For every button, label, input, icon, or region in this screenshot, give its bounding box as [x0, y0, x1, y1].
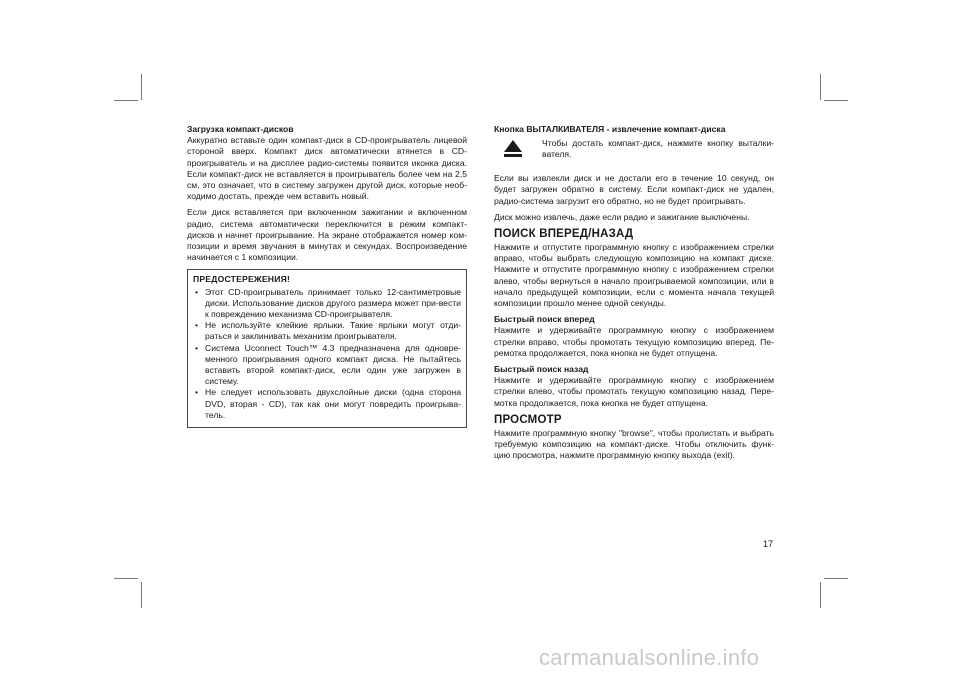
rewind-title: Быстрый поиск назад — [494, 364, 589, 375]
fast-forward-title: Быстрый поиск вперед — [494, 314, 595, 325]
crop-mark — [820, 74, 821, 100]
warning-item — [193, 320, 461, 342]
watermark: carmanualsonline.info — [539, 645, 760, 670]
bullet: • — [195, 320, 199, 331]
warning-item — [193, 287, 461, 321]
eject-icon — [494, 138, 538, 166]
crop-mark — [820, 582, 821, 608]
browse-paragraph: Нажмите программную кнопку "browse", чтобы пролистать и выбрать требуемую композицию на компакт-диске. Чтобы отключить функ-цию просмотра, нажмите программную кнопку выхода (exit). — [494, 427, 774, 461]
warning-box — [187, 269, 467, 428]
eject-row — [494, 138, 774, 166]
warning-title: ПРЕДОСТЕРЕЖЕНИЯ! — [193, 274, 291, 285]
warning-item — [193, 343, 461, 388]
fast-forward-paragraph: Нажмите и удерживайте программную кнопку с изображением стрелки вправо, чтобы промотать текущую композицию вперед. Пе-ремотка продолжается, пока кнопка не будет отпущена. — [494, 325, 774, 358]
warning-list — [193, 287, 461, 421]
page-number: 17 — [763, 539, 774, 549]
left-column — [187, 124, 467, 428]
eject-paragraph-1: Если вы извлекли диск и не достали его в течение 10 секунд, он будет загружен обратно в систему. Если компакт-диск не удален, радио-система загрузит его обратно, но не будет проигрывать. — [494, 173, 774, 206]
eject-paragraph-2: Диск можно извлечь, даже если радио и зажигание выключены. — [494, 211, 750, 222]
warning-item — [193, 387, 461, 421]
load-paragraph-1: Аккуратно вставьте один компакт-диск в CD-проигрыватель лицевой стороной вверх. Компакт диск автоматически втянется в CD-проигрыватель и на дисплее радио-системы появится иконка диска. Если компакт-диск не вставляется в проигрыватель более чем на 2,5 см, это означает, что в систему загружен другой диск, которые необ-ходимо достать, прежде чем вставить новый. — [187, 135, 467, 202]
warning-item-text: Не используйте клейкие ярлыки. Такие ярлыки могут отди-раться и заклинивать механизм проигрывателя. — [205, 320, 461, 342]
crop-mark — [824, 578, 848, 579]
bullet: • — [195, 286, 199, 297]
load-title: Загрузка компакт-дисков — [187, 124, 294, 134]
eject-title: Кнопка ВЫТАЛКИВАТЕЛЯ - извлечение компакт-диска — [494, 124, 726, 134]
warning-item-text: Не следует использовать двухслойные диски (одна сторона DVD, вторая - CD), так как они могут повредить проигрыва-тель. — [205, 387, 461, 420]
crop-mark — [141, 74, 142, 100]
seek-heading: ПОИСК ВПЕРЕД/НАЗАД — [494, 228, 634, 241]
eject-instruction: Чтобы достать компакт-диск, нажмите кнопку выталки-вателя. — [542, 138, 774, 160]
browse-heading: ПРОСМОТР — [494, 413, 562, 426]
seek-paragraph: Нажмите и отпустите программную кнопку с изображением стрелки вправо, чтобы выбрать следующую композицию на компакт диске. Нажмите и отпустите программную кнопку с изображением стрелки влево, чтобы вернуться в начало проигрываемой композиции, или в начало предыдущей композиции, если с момента начала текущей композиции прошло менее одной секунды. — [494, 242, 774, 309]
load-paragraph-2: Если диск вставляется при включенном зажигании и включенном радио, система автоматически переключится в режим компакт-дисков и начнет проигрывание. На экране отображается номер ком-позиции и время звучания в минутах и секундах. Воспроизведение начинается с 1 композиции. — [187, 207, 467, 263]
bullet: • — [195, 342, 199, 353]
rewind-paragraph: Нажмите и удерживайте программную кнопку с изображением стрелки влево, чтобы промотать текущую композицию назад. Пере-мотка продолжается, пока кнопка не будет отпущена. — [494, 375, 774, 408]
right-column — [494, 124, 774, 466]
crop-mark — [141, 582, 142, 608]
warning-item-text: Этот CD-проигрыватель принимает только 12-сантиметровые диски. Использование дисков другого размера может при-вести к повреждению механизма CD-проигрывателя. — [205, 286, 461, 320]
warning-item-text: Система Uconnect Touch™ 4.3 предназначена для одновре-менного проигрывания одного компакт диска. Не пытайтесь вставить второй компакт-диск, если один уже загружен в систему. — [205, 342, 461, 387]
crop-mark — [114, 578, 138, 579]
bullet: • — [195, 387, 199, 398]
crop-mark — [114, 100, 138, 101]
crop-mark — [824, 100, 848, 101]
